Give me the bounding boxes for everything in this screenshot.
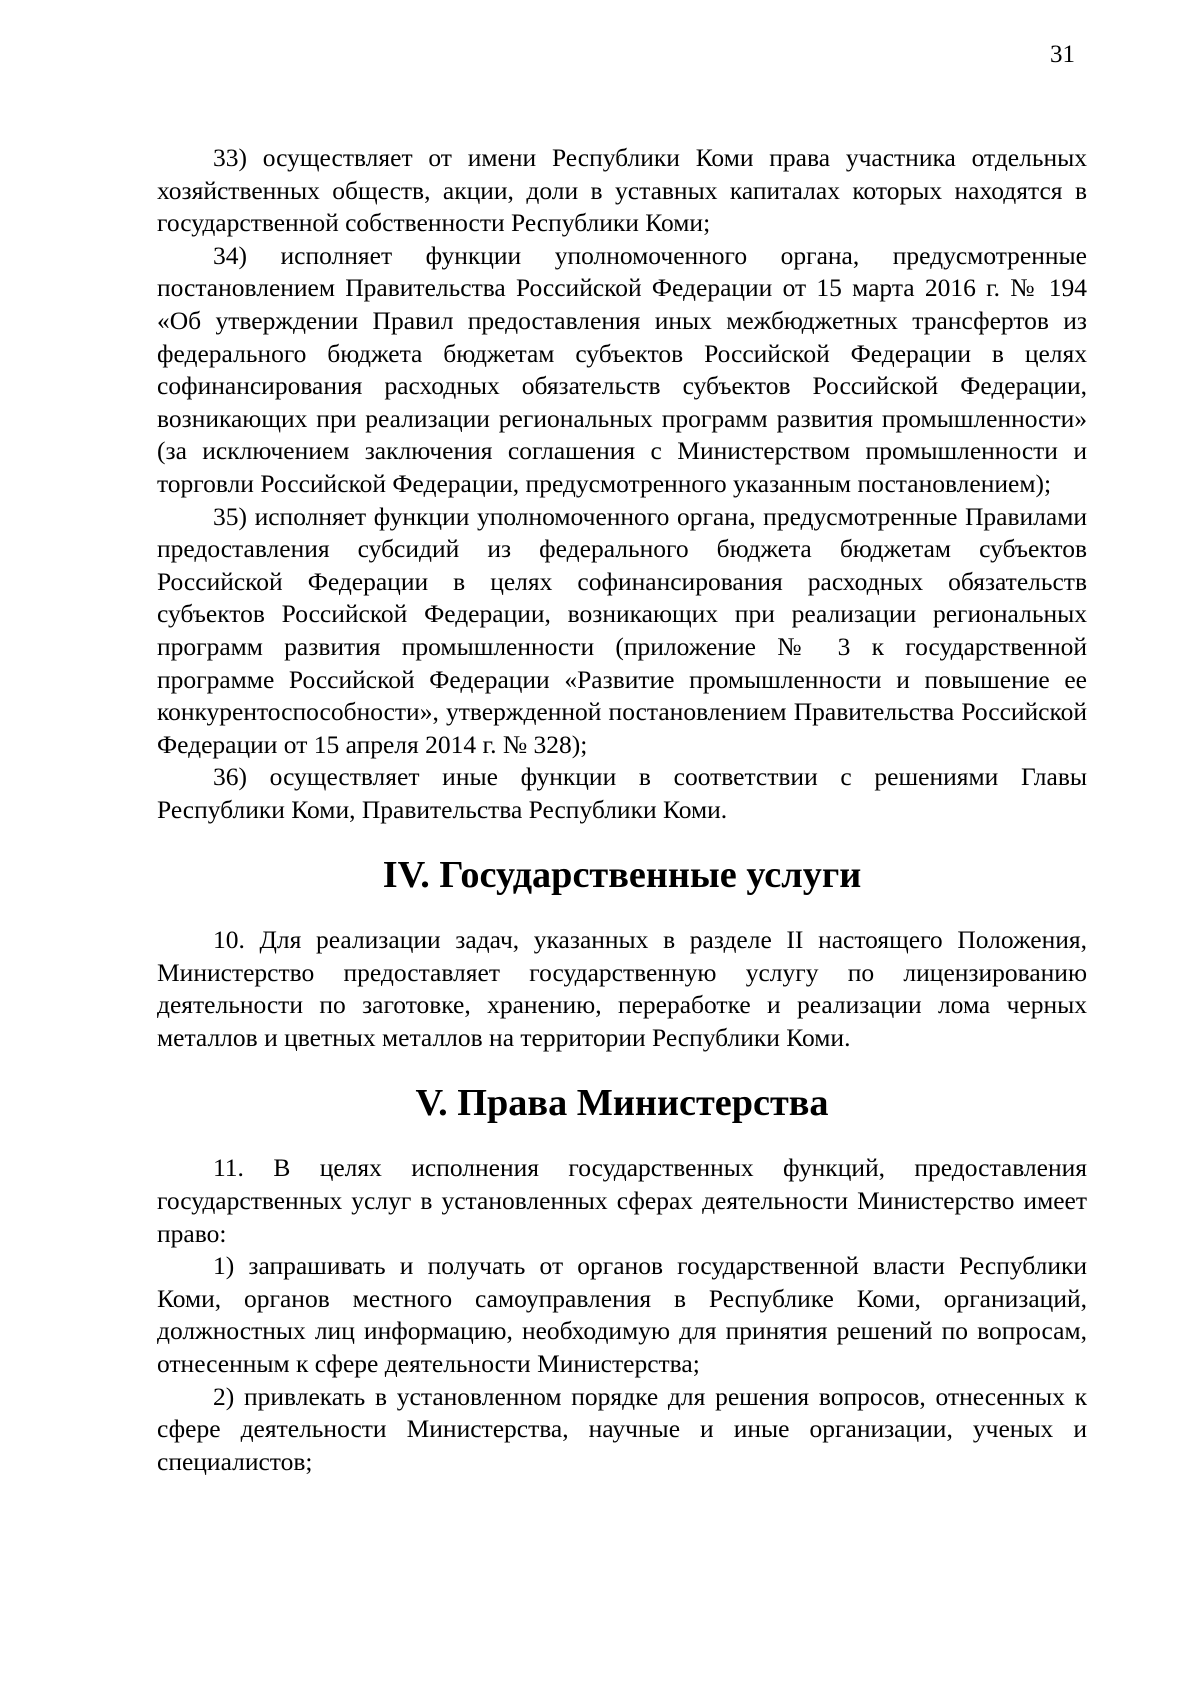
- paragraph-item-35: 35) исполняет функции уполномоченного органа, предусмотренные Правилами предоставления субсидий из федерального бюджета бюджетам субъектов Российской Федерации в целях софинансирования расходных обязательств субъектов Российской Федерации, возникающих при реализации региональных программ развития промышленности (приложение № 3 к государственной программе Российской Федерации «Развитие промышленности и повышение ее конкурентоспособности», утвержденной постановлением Правительства Российской Федерации от 15 апреля 2014 г. № 328);: [157, 501, 1087, 759]
- paragraph-clause-10: 10. Для реализации задач, указанных в разделе II настоящего Положения, Министерство предоставляет государственную услугу по лицензированию деятельности по заготовке, хранению, переработке и реализации лома черных металлов и цветных металлов на территории Республики Коми.: [157, 925, 1087, 1053]
- page-number: 31: [1050, 41, 1075, 68]
- document-body: [157, 142, 1087, 1478]
- paragraph-item-33: 33) осуществляет от имени Республики Коми права участника отдельных хозяйственных обществ, акции, доли в уставных капиталах которых находятся в государственной собственности Республики Коми;: [157, 143, 1087, 238]
- paragraph-clause-11: 11. В целях исполнения государственных функций, предоставления государственных услуг в установленных сферах деятельности Министерство имеет право:: [157, 1153, 1087, 1248]
- paragraph-right-1: 1) запрашивать и получать от органов государственной власти Республики Коми, органов местного самоуправления в Республике Коми, организаций, должностных лиц информацию, необходимую для принятия решений по вопросам, отнесенным к сфере деятельности Министерства;: [157, 1251, 1087, 1378]
- section-spacer: [157, 892, 1087, 925]
- section-heading-v: V. Права Министерства: [415, 1082, 829, 1125]
- paragraph-item-36: 36) осуществляет иные функции в соответствии с решениями Главы Республики Коми, Правительства Республики Коми.: [157, 762, 1087, 824]
- paragraph-right-2: 2) привлекать в установленном порядке для решения вопросов, отнесенных к сфере деятельности Министерства, научные и иные организации, ученых и специалистов;: [157, 1381, 1087, 1476]
- paragraph-item-34: 34) исполняет функции уполномоченного органа, предусмотренные постановлением Правительства Российской Федерации от 15 марта 2016 г. № 194 «Об утверждении Правил предоставления иных межбюджетных трансфертов из федерального бюджета бюджетам субъектов Российской Федерации в целях софинансирования расходных обязательств субъектов Российской Федерации, возникающих при реализации региональных программ развития промышленности» (за исключением заключения соглашения с Министерством промышленности и торговли Российской Федерации, предусмотренного указанным постановлением);: [157, 240, 1087, 498]
- section-heading-iv: IV. Государственные услуги: [382, 854, 862, 897]
- section-spacer: [157, 1120, 1087, 1153]
